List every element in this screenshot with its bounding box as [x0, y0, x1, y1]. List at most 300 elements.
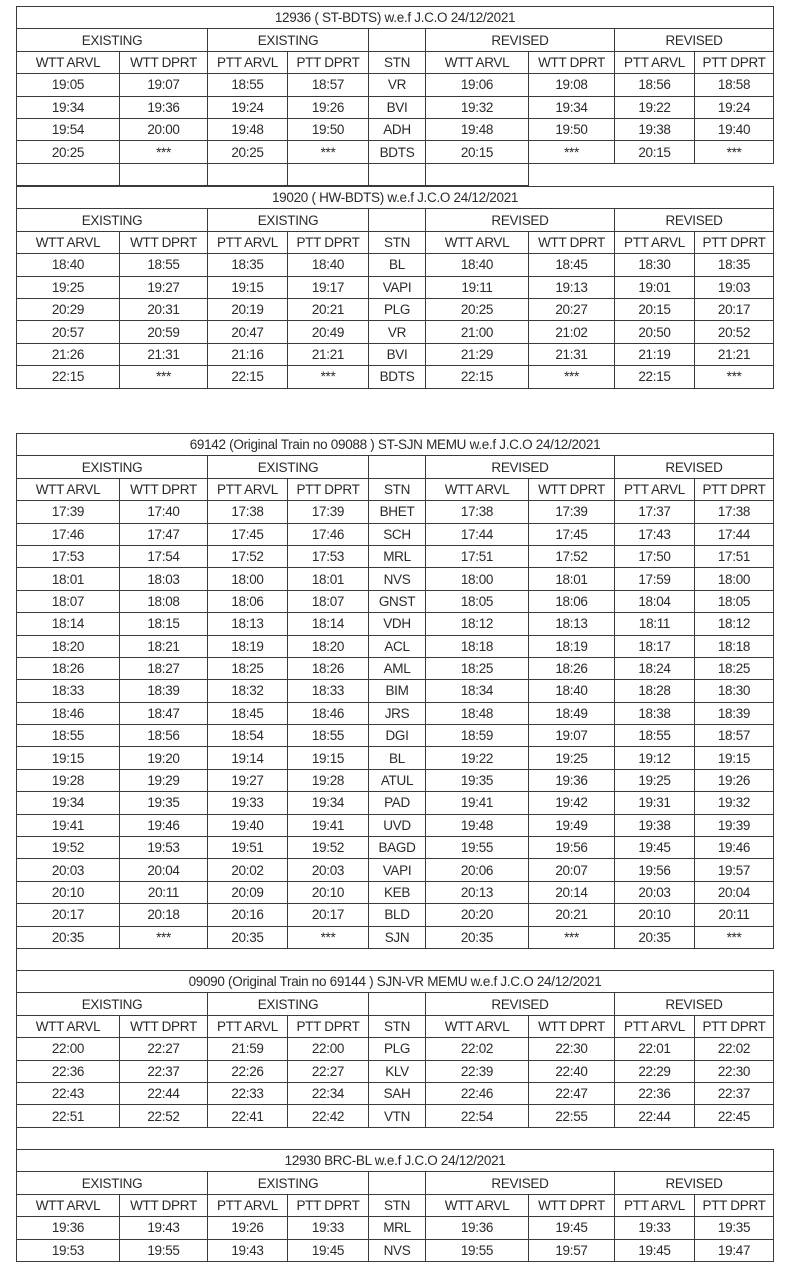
column-header: PTT ARVL	[615, 1194, 695, 1216]
station-cell: KLV	[369, 1060, 426, 1082]
time-cell: 19:03	[695, 276, 774, 298]
column-group-row	[17, 209, 774, 231]
time-cell: 18:19	[529, 635, 615, 657]
time-cell: 17:38	[208, 501, 288, 523]
column-header: WTT DPRT	[120, 1015, 208, 1037]
time-cell: 18:33	[288, 680, 369, 702]
time-cell: 17:40	[120, 501, 208, 523]
time-cell: 22:55	[529, 1105, 615, 1127]
time-cell: 18:24	[615, 657, 695, 679]
time-cell: 22:34	[288, 1082, 369, 1104]
time-cell: 19:38	[615, 118, 695, 140]
time-cell: 18:00	[695, 568, 774, 590]
timetable-12930	[16, 1149, 773, 1262]
time-cell: 17:53	[288, 545, 369, 567]
time-cell: 18:08	[120, 590, 208, 612]
time-cell: 17:50	[615, 545, 695, 567]
column-header-row	[17, 1194, 774, 1216]
time-cell: 18:57	[288, 74, 369, 96]
column-group-header: EXISTING	[17, 456, 208, 478]
station-cell: GNST	[369, 590, 426, 612]
time-cell: 18:55	[288, 725, 369, 747]
time-cell: 20:35	[615, 926, 695, 948]
table-row	[17, 1082, 774, 1104]
time-cell: 22:30	[529, 1038, 615, 1060]
table-row	[17, 814, 774, 836]
time-cell: 19:46	[695, 837, 774, 859]
time-cell: 19:48	[208, 118, 288, 140]
time-cell: 19:35	[695, 1217, 774, 1239]
time-cell: 18:26	[529, 657, 615, 679]
time-cell: 18:47	[120, 702, 208, 724]
station-cell: MRL	[369, 545, 426, 567]
time-cell: 20:09	[208, 881, 288, 903]
time-cell: 19:36	[120, 96, 208, 118]
time-cell: 20:27	[529, 298, 615, 320]
time-cell: 18:14	[288, 613, 369, 635]
table-row	[17, 343, 774, 365]
time-cell: 22:15	[615, 366, 695, 388]
time-cell: 19:48	[426, 118, 529, 140]
station-cell: BDTS	[369, 141, 426, 163]
time-cell: 22:30	[695, 1060, 774, 1082]
time-cell: 20:17	[695, 298, 774, 320]
station-cell: SAH	[369, 1082, 426, 1104]
table-row	[17, 545, 774, 567]
column-header: WTT DPRT	[529, 1194, 615, 1216]
time-cell: 19:35	[120, 792, 208, 814]
time-cell: 18:06	[529, 590, 615, 612]
station-cell: VAPI	[369, 859, 426, 881]
time-cell: 19:11	[426, 276, 529, 298]
column-header: WTT ARVL	[426, 478, 529, 500]
empty-cell	[288, 163, 369, 185]
time-cell: 22:43	[17, 1082, 120, 1104]
time-cell: 17:46	[17, 523, 120, 545]
time-cell: 18:13	[529, 613, 615, 635]
time-cell: 18:56	[120, 725, 208, 747]
column-group-row	[17, 456, 774, 478]
time-cell: 18:57	[695, 725, 774, 747]
time-cell: 17:52	[529, 545, 615, 567]
time-cell: 19:33	[288, 1217, 369, 1239]
time-cell: 21:31	[120, 343, 208, 365]
time-cell: 20:35	[426, 926, 529, 948]
table-row	[17, 366, 774, 388]
time-cell: 20:00	[120, 118, 208, 140]
time-cell: 18:00	[208, 568, 288, 590]
table-row	[17, 702, 774, 724]
column-group-header: EXISTING	[17, 29, 208, 51]
time-cell: 18:39	[695, 702, 774, 724]
time-cell: 22:39	[426, 1060, 529, 1082]
time-cell: 19:54	[17, 118, 120, 140]
table-title: 09090 (Original Train no 69144 ) SJN-VR MEMU w.e.f J.C.O 24/12/2021	[17, 971, 774, 993]
time-cell: 19:22	[615, 96, 695, 118]
column-header: PTT ARVL	[208, 51, 288, 73]
station-cell: SCH	[369, 523, 426, 545]
time-cell: 19:13	[529, 276, 615, 298]
time-cell: 18:49	[529, 702, 615, 724]
time-cell: ***	[288, 926, 369, 948]
time-cell: 18:40	[17, 254, 120, 276]
table-row	[17, 501, 774, 523]
time-cell: 19:28	[288, 769, 369, 791]
time-cell: 19:14	[208, 747, 288, 769]
column-group-header: REVISED	[615, 456, 774, 478]
time-cell: 20:19	[208, 298, 288, 320]
time-cell: 19:53	[17, 1239, 120, 1261]
column-header: PTT ARVL	[615, 478, 695, 500]
station-cell: VAPI	[369, 276, 426, 298]
time-cell: 19:47	[695, 1239, 774, 1261]
time-cell: ***	[288, 141, 369, 163]
column-header: WTT DPRT	[529, 1015, 615, 1037]
column-header: WTT ARVL	[17, 1194, 120, 1216]
column-header: STN	[369, 1015, 426, 1037]
time-cell: 19:55	[426, 837, 529, 859]
time-cell: 20:25	[426, 298, 529, 320]
time-cell: 19:33	[615, 1217, 695, 1239]
time-cell: 19:53	[120, 837, 208, 859]
time-cell: ***	[529, 366, 615, 388]
station-cell: JRS	[369, 702, 426, 724]
table-row	[17, 926, 774, 948]
time-cell: 21:02	[529, 321, 615, 343]
time-cell: 18:12	[695, 613, 774, 635]
time-cell: 19:15	[288, 747, 369, 769]
column-header: WTT DPRT	[120, 478, 208, 500]
time-cell: 22:41	[208, 1105, 288, 1127]
time-cell: 19:48	[426, 814, 529, 836]
time-cell: 18:26	[288, 657, 369, 679]
station-cell: BL	[369, 254, 426, 276]
station-cell: BVI	[369, 343, 426, 365]
time-cell: 22:45	[695, 1105, 774, 1127]
time-cell: 19:26	[695, 769, 774, 791]
table-row	[17, 298, 774, 320]
column-header: WTT ARVL	[17, 1015, 120, 1037]
time-cell: 19:12	[615, 747, 695, 769]
time-cell: 19:32	[426, 96, 529, 118]
column-header: WTT ARVL	[17, 478, 120, 500]
station-cell: ACL	[369, 635, 426, 657]
time-cell: 20:10	[615, 904, 695, 926]
table-row	[17, 792, 774, 814]
time-cell: 20:03	[615, 881, 695, 903]
station-cell: PLG	[369, 1038, 426, 1060]
time-cell: 19:26	[208, 1217, 288, 1239]
column-header: PTT ARVL	[208, 231, 288, 253]
time-cell: 17:39	[529, 501, 615, 523]
time-cell: 20:04	[695, 881, 774, 903]
empty-cell	[208, 163, 288, 185]
station-cell: BDTS	[369, 366, 426, 388]
time-cell: 18:01	[17, 568, 120, 590]
time-cell: 17:51	[426, 545, 529, 567]
time-cell: 22:33	[208, 1082, 288, 1104]
column-group-header: REVISED	[615, 29, 774, 51]
station-cell: VR	[369, 74, 426, 96]
time-cell: 20:17	[17, 904, 120, 926]
table-row	[17, 747, 774, 769]
table-border-left	[16, 1126, 17, 1150]
time-cell: 19:28	[17, 769, 120, 791]
column-header: PTT DPRT	[288, 51, 369, 73]
column-header: WTT ARVL	[426, 231, 529, 253]
column-group-row	[17, 993, 774, 1015]
time-cell: 18:18	[695, 635, 774, 657]
time-cell: 19:32	[695, 792, 774, 814]
time-cell: 18:55	[120, 254, 208, 276]
time-cell: 19:39	[695, 814, 774, 836]
column-header: WTT ARVL	[17, 231, 120, 253]
station-cell: DGI	[369, 725, 426, 747]
table-row	[17, 141, 774, 163]
time-cell: ***	[529, 141, 615, 163]
station-cell: SJN	[369, 926, 426, 948]
time-cell: 18:04	[615, 590, 695, 612]
column-header: PTT ARVL	[208, 1015, 288, 1037]
table-row	[17, 276, 774, 298]
time-cell: 19:49	[529, 814, 615, 836]
time-cell: 20:21	[529, 904, 615, 926]
time-cell: 18:12	[426, 613, 529, 635]
time-cell: 20:17	[288, 904, 369, 926]
time-cell: ***	[120, 366, 208, 388]
station-cell: NVS	[369, 568, 426, 590]
time-cell: 19:07	[120, 74, 208, 96]
station-cell: ATUL	[369, 769, 426, 791]
time-cell: 18:03	[120, 568, 208, 590]
column-group-header	[369, 209, 426, 231]
time-cell: 20:02	[208, 859, 288, 881]
column-header: WTT DPRT	[529, 51, 615, 73]
time-cell: 20:21	[288, 298, 369, 320]
table-row	[17, 837, 774, 859]
table-row	[17, 680, 774, 702]
time-cell: 22:37	[120, 1060, 208, 1082]
column-header: PTT DPRT	[288, 478, 369, 500]
time-cell: 17:45	[529, 523, 615, 545]
time-cell: 19:27	[120, 276, 208, 298]
time-cell: 19:05	[17, 74, 120, 96]
column-group-header	[369, 1172, 426, 1194]
time-cell: 17:51	[695, 545, 774, 567]
time-cell: 19:45	[529, 1217, 615, 1239]
time-cell: 18:48	[426, 702, 529, 724]
empty-cell	[529, 163, 774, 185]
station-cell: PLG	[369, 298, 426, 320]
column-header: PTT DPRT	[695, 478, 774, 500]
time-cell: 19:08	[529, 74, 615, 96]
timetable-09090	[16, 970, 773, 1128]
time-cell: 18:18	[426, 635, 529, 657]
table-row	[17, 1105, 774, 1127]
column-header: WTT DPRT	[120, 1194, 208, 1216]
time-cell: 20:03	[288, 859, 369, 881]
time-cell: 22:52	[120, 1105, 208, 1127]
time-cell: 20:04	[120, 859, 208, 881]
empty-cell	[17, 163, 120, 185]
column-group-header	[369, 456, 426, 478]
time-cell: 18:54	[208, 725, 288, 747]
column-header: WTT ARVL	[426, 1015, 529, 1037]
column-group-header: EXISTING	[208, 1172, 369, 1194]
table-title: 69142 (Original Train no 09088 ) ST-SJN MEMU w.e.f J.C.O 24/12/2021	[17, 434, 774, 456]
time-cell: 18:07	[288, 590, 369, 612]
station-cell: BHET	[369, 501, 426, 523]
time-cell: 22:02	[426, 1038, 529, 1060]
column-header: PTT DPRT	[695, 1194, 774, 1216]
time-cell: 21:26	[17, 343, 120, 365]
column-group-row	[17, 1172, 774, 1194]
column-group-header: REVISED	[615, 993, 774, 1015]
time-cell: ***	[695, 926, 774, 948]
column-header: PTT DPRT	[288, 1015, 369, 1037]
time-cell: 22:42	[288, 1105, 369, 1127]
time-cell: 17:46	[288, 523, 369, 545]
column-group-header: EXISTING	[17, 993, 208, 1015]
time-cell: ***	[288, 366, 369, 388]
table-row	[17, 1239, 774, 1261]
time-cell: 18:58	[695, 74, 774, 96]
station-cell: ADH	[369, 118, 426, 140]
column-header: STN	[369, 51, 426, 73]
time-cell: 18:25	[426, 657, 529, 679]
station-cell: UVD	[369, 814, 426, 836]
time-cell: 21:31	[529, 343, 615, 365]
time-cell: 19:34	[529, 96, 615, 118]
empty-row	[17, 163, 774, 185]
time-cell: 17:53	[17, 545, 120, 567]
time-cell: 22:47	[529, 1082, 615, 1104]
column-header: STN	[369, 1194, 426, 1216]
time-cell: 18:34	[426, 680, 529, 702]
time-cell: 19:40	[208, 814, 288, 836]
time-cell: 18:25	[208, 657, 288, 679]
time-cell: 19:36	[17, 1217, 120, 1239]
time-cell: 22:37	[695, 1082, 774, 1104]
time-cell: 22:44	[120, 1082, 208, 1104]
station-cell: PAD	[369, 792, 426, 814]
table-border-left	[16, 947, 17, 971]
station-cell: VDH	[369, 613, 426, 635]
time-cell: 19:42	[529, 792, 615, 814]
time-cell: 22:02	[695, 1038, 774, 1060]
column-header: WTT DPRT	[529, 231, 615, 253]
time-cell: 19:56	[529, 837, 615, 859]
time-cell: 20:11	[695, 904, 774, 926]
column-group-header: REVISED	[426, 29, 615, 51]
column-header: STN	[369, 478, 426, 500]
time-cell: ***	[695, 366, 774, 388]
time-cell: 17:44	[695, 523, 774, 545]
table-row	[17, 725, 774, 747]
time-cell: 19:56	[615, 859, 695, 881]
time-cell: 19:24	[208, 96, 288, 118]
time-cell: 19:34	[17, 96, 120, 118]
time-cell: 19:41	[288, 814, 369, 836]
time-cell: 19:29	[120, 769, 208, 791]
time-cell: 18:38	[615, 702, 695, 724]
table-row	[17, 523, 774, 545]
time-cell: 19:50	[288, 118, 369, 140]
time-cell: 19:45	[615, 837, 695, 859]
time-cell: 18:55	[208, 74, 288, 96]
table-row	[17, 904, 774, 926]
table-row	[17, 657, 774, 679]
time-cell: 19:24	[695, 96, 774, 118]
column-group-header: EXISTING	[208, 209, 369, 231]
time-cell: 20:10	[288, 881, 369, 903]
time-cell: 17:47	[120, 523, 208, 545]
table-row	[17, 1060, 774, 1082]
table-title-row	[17, 187, 774, 209]
time-cell: 18:30	[615, 254, 695, 276]
time-cell: 19:22	[426, 747, 529, 769]
time-cell: 18:06	[208, 590, 288, 612]
station-cell: VR	[369, 321, 426, 343]
time-cell: 18:25	[695, 657, 774, 679]
time-cell: 19:40	[695, 118, 774, 140]
time-cell: 18:15	[120, 613, 208, 635]
time-cell: 22:00	[288, 1038, 369, 1060]
time-cell: 20:14	[529, 881, 615, 903]
time-cell: 20:15	[615, 141, 695, 163]
time-cell: 20:57	[17, 321, 120, 343]
column-header: PTT ARVL	[208, 1194, 288, 1216]
column-header: WTT DPRT	[120, 51, 208, 73]
timetable-19020	[16, 186, 773, 389]
station-cell: KEB	[369, 881, 426, 903]
time-cell: 18:40	[288, 254, 369, 276]
time-cell: 17:52	[208, 545, 288, 567]
column-header: PTT DPRT	[695, 51, 774, 73]
station-cell: BLD	[369, 904, 426, 926]
time-cell: 19:41	[17, 814, 120, 836]
time-cell: 21:59	[208, 1038, 288, 1060]
time-cell: 19:33	[208, 792, 288, 814]
time-cell: 19:57	[695, 859, 774, 881]
time-cell: 22:27	[288, 1060, 369, 1082]
time-cell: 17:38	[695, 501, 774, 523]
time-cell: 19:36	[426, 1217, 529, 1239]
time-cell: 22:46	[426, 1082, 529, 1104]
time-cell: 18:05	[695, 590, 774, 612]
time-cell: 21:21	[695, 343, 774, 365]
time-cell: 19:43	[120, 1217, 208, 1239]
station-cell: VTN	[369, 1105, 426, 1127]
time-cell: 19:34	[288, 792, 369, 814]
station-cell: AML	[369, 657, 426, 679]
time-cell: 20:06	[426, 859, 529, 881]
timetable-69142	[16, 433, 773, 949]
column-header: PTT ARVL	[615, 1015, 695, 1037]
time-cell: 19:52	[288, 837, 369, 859]
column-header: PTT ARVL	[208, 478, 288, 500]
time-cell: ***	[120, 141, 208, 163]
table-row	[17, 1038, 774, 1060]
time-cell: 20:47	[208, 321, 288, 343]
time-cell: 21:19	[615, 343, 695, 365]
time-cell: 22:15	[17, 366, 120, 388]
timetable-12936	[16, 6, 773, 186]
time-cell: 19:57	[529, 1239, 615, 1261]
column-group-header: REVISED	[615, 1172, 774, 1194]
empty-cell	[369, 163, 426, 185]
time-cell: 20:16	[208, 904, 288, 926]
